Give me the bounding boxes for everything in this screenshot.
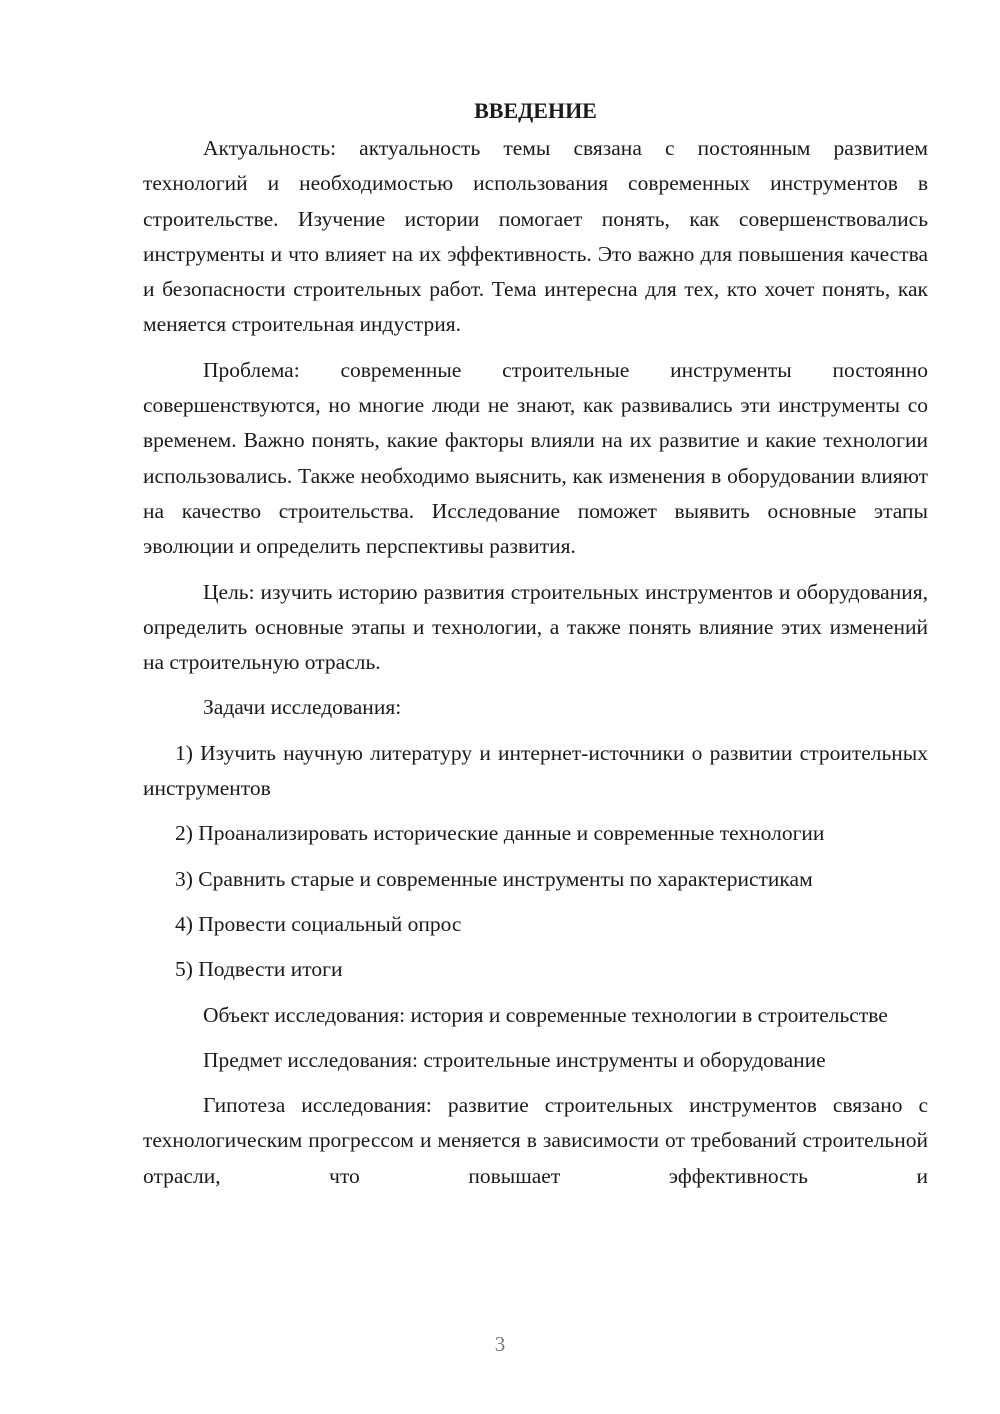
task-item-3: 3) Сравнить старые и современные инструменты по характеристикам xyxy=(175,866,813,891)
paragraph-goal: Цель: изучить историю развития строительных инструментов и оборудования, определить основные этапы и технологии, а также понять влияние этих изменений на строительную отрасль. xyxy=(143,579,928,675)
document-page xyxy=(143,93,928,1204)
task-item-4: 4) Провести социальный опрос xyxy=(175,911,462,936)
paragraph-relevance: Актуальность: актуальность темы связана с постоянным развитием технологий и необходимостью использования современных инструментов в строительстве. Изучение истории помогает понять, как совершенствовались инструменты и что влияет на их эффективность. Это важно для повышения качества и безопасности строительных работ. Тема интересна для тех, кто хочет понять, как меняется строительная индустрия. xyxy=(143,136,928,337)
section-heading: ВВЕДЕНИЕ xyxy=(474,98,597,123)
page-number: 3 xyxy=(494,1332,506,1356)
paragraph-problem: Проблема: современные строительные инструменты постоянно совершенствуются, но многие люди не знают, как развивались эти инструменты со временем. Важно понять, какие факторы влияли на их развитие и какие технологии использовались. Также необходимо выяснить, как изменения в оборудовании влияют на качество строительства. Исследование поможет выявить основные этапы эволюции и определить перспективы развития. xyxy=(143,357,928,559)
task-item-1: 1) Изучить научную литературу и интернет-источники о развитии строительных инструментов xyxy=(143,740,928,801)
paragraph-tasks-title: Задачи исследования: xyxy=(203,695,402,720)
paragraph-subject: Предмет исследования: строительные инструменты и оборудование xyxy=(203,1047,826,1072)
paragraph-hypothesis: Гипотеза исследования: развитие строительных инструментов связано с технологическим прогрессом и меняется в зависимости от требований строительной отрасли, что повышает эффективность и xyxy=(143,1093,928,1188)
paragraph-object: Объект исследования: история и современные технологии в строительстве xyxy=(203,1002,888,1027)
task-item-5: 5) Подвести итоги xyxy=(175,957,343,982)
task-item-2: 2) Проанализировать исторические данные и современные технологии xyxy=(175,821,825,846)
